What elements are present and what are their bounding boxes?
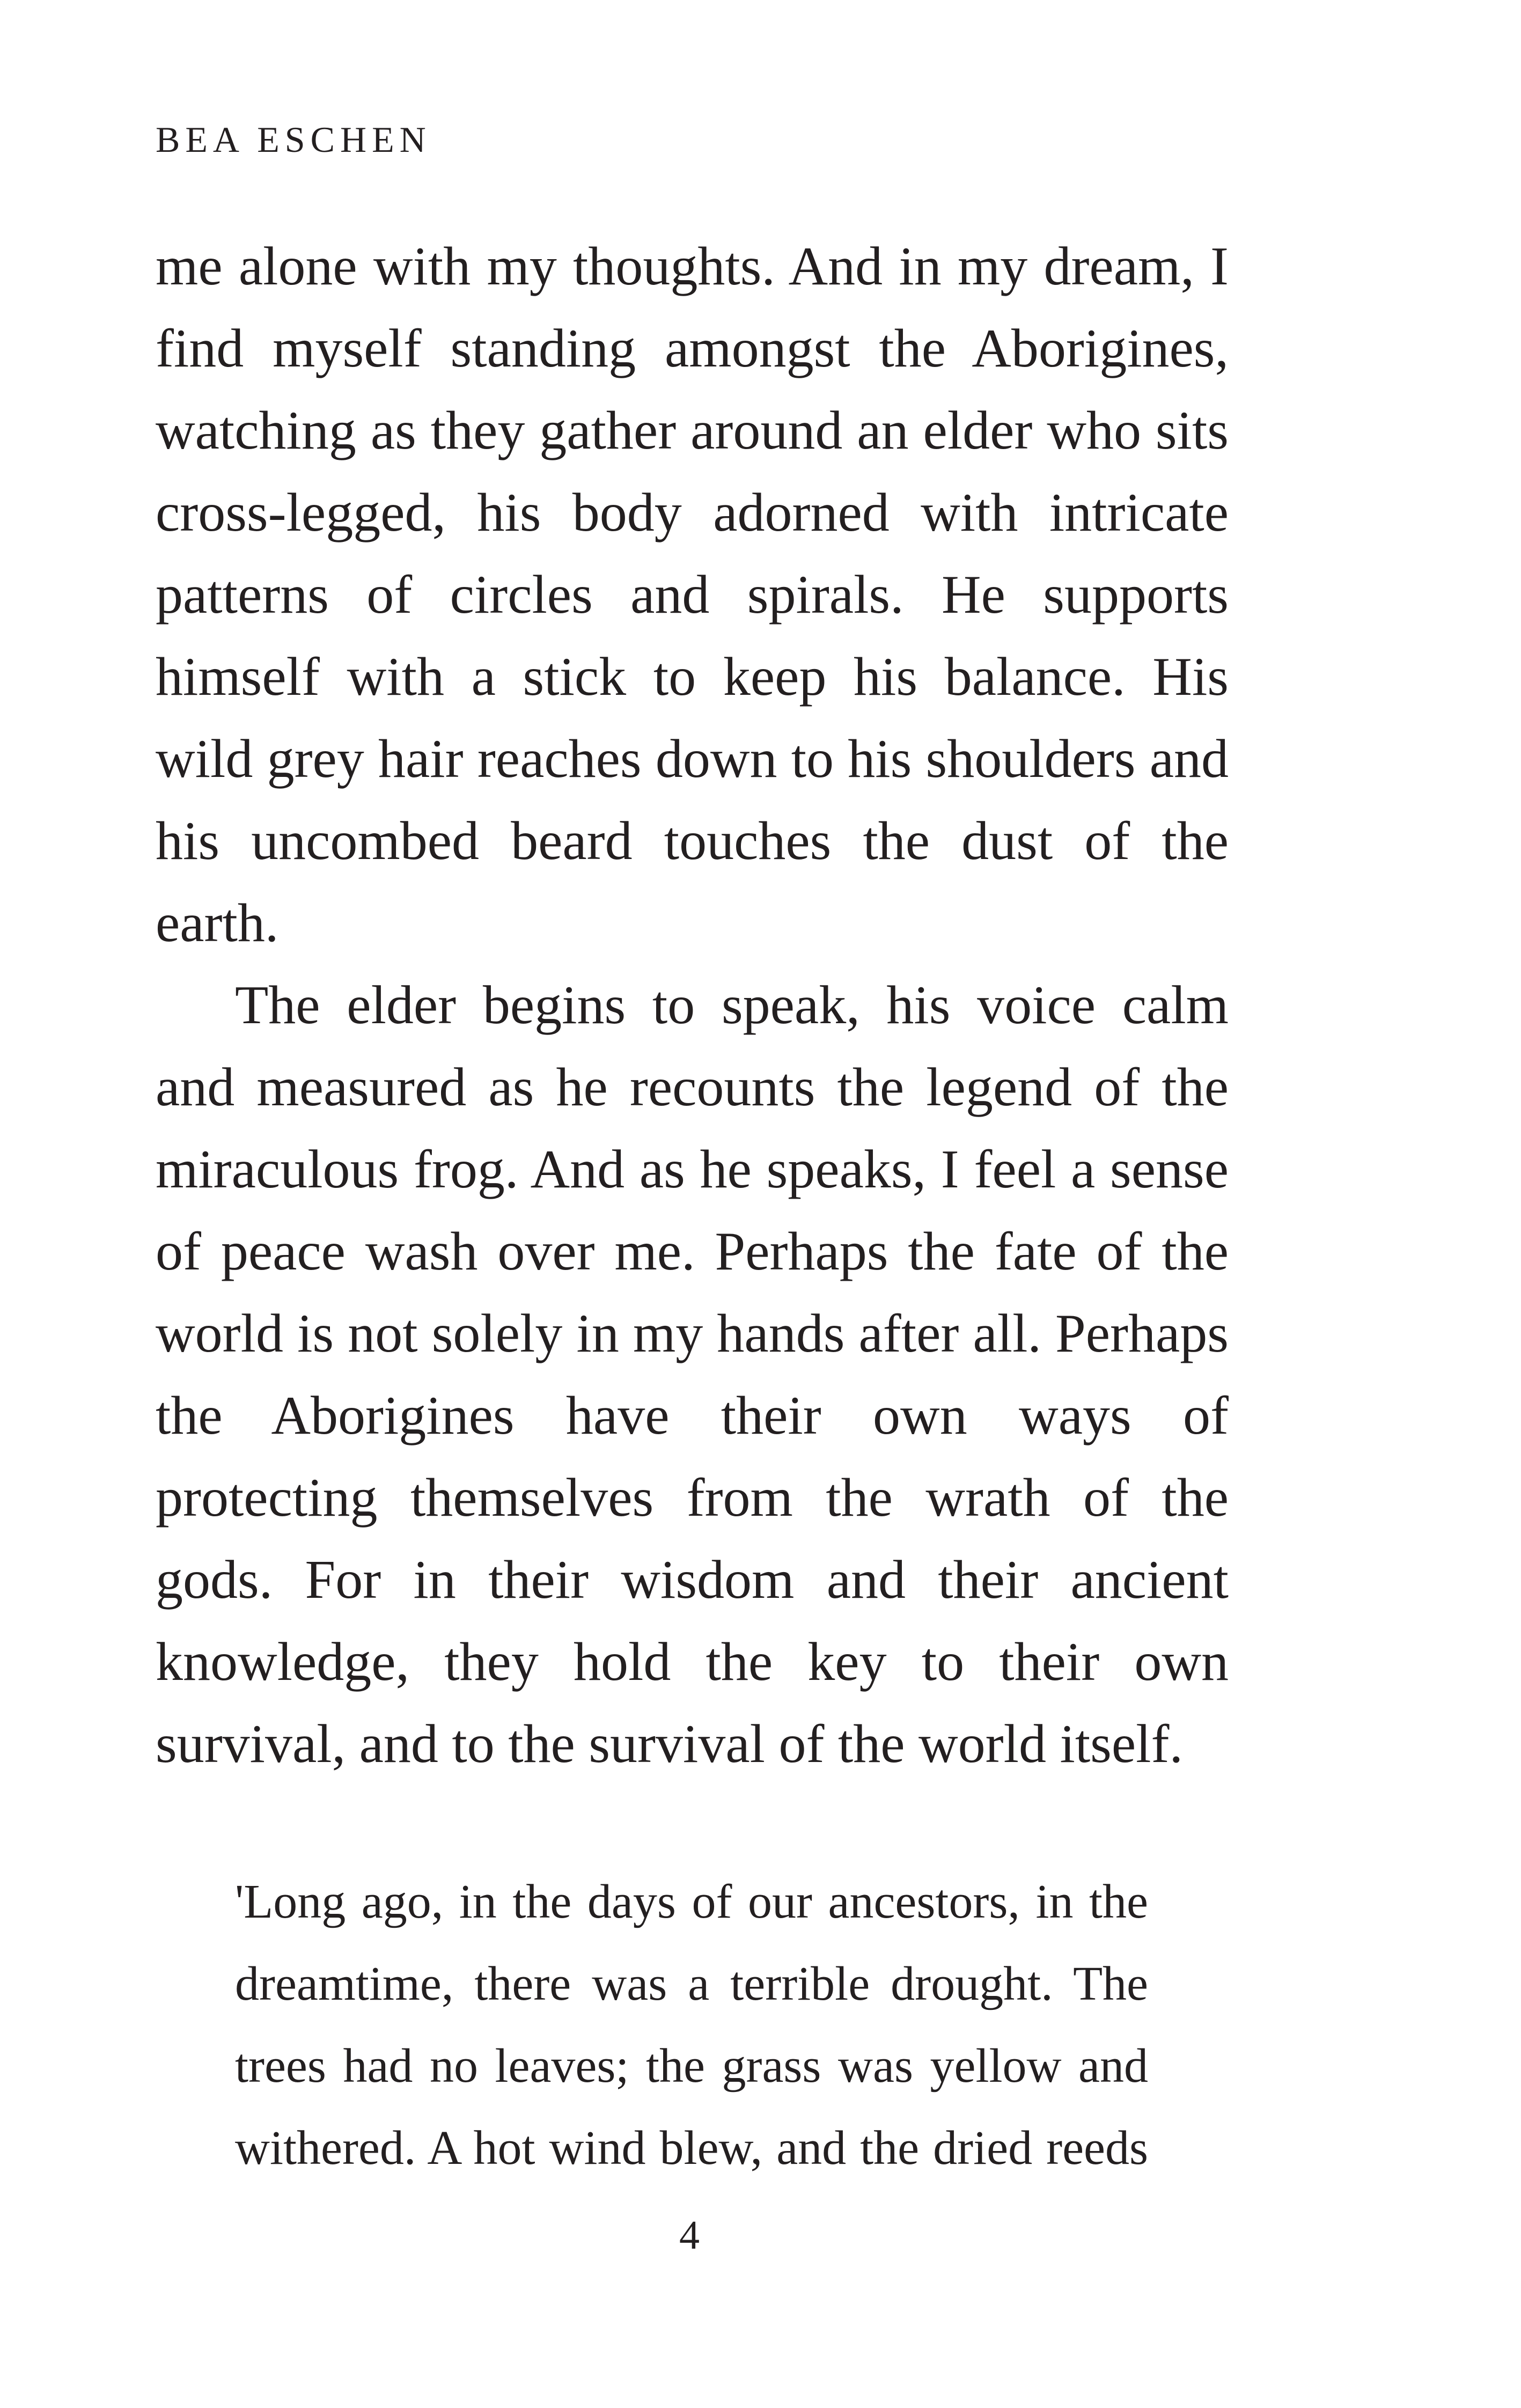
page-number: 4: [679, 2213, 700, 2258]
paragraph: The elder begins to speak, his voice calm and measured as he recounts the legend of the miraculous frog. And as he speaks, I feel a sense of peace wash over me. Perhaps the fate of the world is not solely in my hands after all. Perhaps the Aborigines have their own ways of protecting themselves from the wrath of the gods. For in their wisdom and their ancient knowledge, they hold the key to their own survival, and to the survival of the world itself.: [156, 975, 1229, 1774]
running-head: BEA ESCHEN: [156, 119, 431, 160]
paragraph: me alone with my thoughts. And in my dream, I find myself standing amongst the Aborigines, watching as they gather around an elder who sits cross-legged, his body adorned with intricate patterns of circles and spirals. He supports himself with a stick to keep his balance. His wild grey hair reaches down to his shoulders and his uncombed beard touches the dust of the earth.: [156, 236, 1229, 953]
body-text: [156, 225, 1229, 1785]
block-quote: 'Long ago, in the days of our ancestors, in the dreamtime, there was a terrible drought. The trees had no leaves; the grass was yellow and withered. A hot wind blew, and the dried reeds: [235, 1875, 1148, 2175]
